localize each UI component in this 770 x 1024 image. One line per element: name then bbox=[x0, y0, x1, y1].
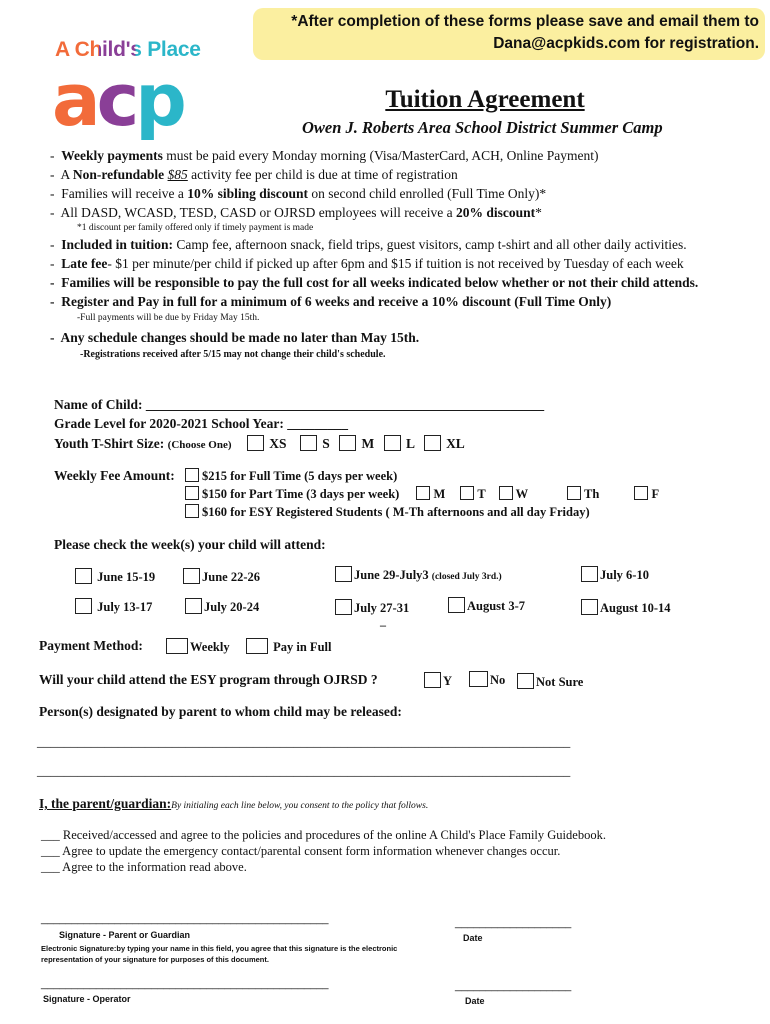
electronic-signature-note: Electronic Signature:by typing your name in this field, you agree that this signature is the electronic representation of your signature for purposes of this document. bbox=[41, 944, 398, 964]
size-l-checkbox[interactable] bbox=[384, 435, 401, 451]
parent-consent-heading: I, the parent/guardian:By initialing each line below, you consent to the policy that follows. bbox=[39, 796, 429, 811]
operator-signature-label: Signature - Operator bbox=[43, 994, 131, 1004]
week-august-10-checkbox[interactable] bbox=[581, 599, 598, 615]
fee-part-time[interactable]: $150 for Part Time (3 days per week) M T W Th F bbox=[185, 486, 659, 502]
logo-text: A Child's Place bbox=[55, 38, 201, 61]
size-xs-checkbox[interactable] bbox=[247, 435, 264, 451]
week-july-13-checkbox[interactable] bbox=[75, 598, 92, 614]
size-s[interactable]: S bbox=[300, 436, 330, 451]
tshirt-label: Youth T-Shirt Size: bbox=[54, 436, 165, 451]
logo-p: p bbox=[135, 58, 183, 142]
date-label-2: Date bbox=[465, 996, 485, 1006]
week-july-20[interactable]: July 20-24 bbox=[185, 598, 259, 615]
bullet-schedule-changes: - Any schedule changes should be made no later than May 15th. bbox=[50, 330, 420, 345]
release-persons-label: Person(s) designated by parent to whom child may be released: bbox=[39, 704, 402, 719]
esy-not-sure-checkbox[interactable] bbox=[517, 673, 534, 689]
week-june-29-checkbox[interactable] bbox=[335, 566, 352, 582]
page-title: Tuition Agreement bbox=[385, 86, 585, 113]
week-july-27-mark: _ bbox=[380, 614, 386, 628]
release-line-1[interactable]: _______________________________________________________________________________ bbox=[37, 734, 571, 749]
payment-method-label: Payment Method: bbox=[39, 638, 143, 653]
payment-full-checkbox[interactable] bbox=[246, 638, 268, 654]
agree-information[interactable]: ___ Agree to the information read above. bbox=[41, 860, 247, 874]
bullet-employee-discount: - All DASD, WCASD, TESD, CASD or OJRSD employees will receive a 20% discount* bbox=[50, 205, 542, 220]
page-subtitle: Owen J. Roberts Area School District Summer Camp bbox=[302, 118, 663, 137]
bullet-sibling-discount: - Families will receive a 10% sibling discount on second child enrolled (Full Time Only)* bbox=[50, 186, 547, 201]
esy-yes[interactable]: Y bbox=[424, 672, 452, 689]
week-august-3-checkbox[interactable] bbox=[448, 597, 465, 613]
week-june-22-checkbox[interactable] bbox=[183, 568, 200, 584]
bullet-full-cost: - Families will be responsible to pay the full cost for all weeks indicated below whether or not their child attends. bbox=[50, 275, 699, 290]
note-discount: *1 discount per family offered only if timely payment is made bbox=[77, 223, 314, 233]
bullet-included: - Included in tuition: Camp fee, afternoon snack, field trips, guest visitors, camp t-shirt and all other daily activities. bbox=[50, 237, 687, 252]
esy-not-sure[interactable]: Not Sure bbox=[517, 673, 583, 690]
bullet-register-discount: - Register and Pay in full for a minimum of 6 weeks and receive a 10% discount (Full Time Only) bbox=[50, 294, 612, 309]
date-line-1[interactable]: ___________________ bbox=[455, 917, 572, 929]
week-june-29[interactable]: June 29-July3 (closed July 3rd.) bbox=[335, 566, 502, 583]
note-full-payments: -Full payments will be due by Friday May 15th. bbox=[77, 313, 260, 323]
esy-question: Will your child attend the ESY program through OJRSD ? bbox=[39, 672, 378, 687]
tshirt-choose: (Choose One) bbox=[167, 439, 232, 451]
week-july-6[interactable]: July 6-10 bbox=[581, 566, 649, 583]
bullet-weekly-payments: - Weekly payments must be paid every Monday morning (Visa/MasterCard, ACH, Online Payment) bbox=[50, 148, 599, 163]
week-august-10[interactable]: August 10-14 bbox=[581, 599, 671, 616]
grade-level-field[interactable]: Grade Level for 2020-2021 School Year: _________ bbox=[54, 416, 348, 431]
tshirt-size-row bbox=[54, 435, 465, 452]
esy-yes-checkbox[interactable] bbox=[424, 672, 441, 688]
email-instruction-banner bbox=[253, 8, 765, 60]
size-s-checkbox[interactable] bbox=[300, 435, 317, 451]
esy-no[interactable]: No bbox=[469, 671, 505, 688]
payment-full[interactable]: Pay in Full bbox=[246, 638, 331, 655]
week-july-27-checkbox[interactable] bbox=[335, 599, 352, 615]
release-line-2[interactable]: _______________________________________________________________________________ bbox=[37, 763, 571, 778]
fee-esy-checkbox[interactable] bbox=[185, 504, 199, 518]
week-july-13[interactable]: July 13-17 bbox=[75, 598, 152, 615]
date-label-1: Date bbox=[463, 933, 483, 943]
size-m-checkbox[interactable] bbox=[339, 435, 356, 451]
week-june-15-checkbox[interactable] bbox=[75, 568, 92, 584]
bullet-late-fee: - Late fee- $1 per minute/per child if picked up after 6pm and $15 if tuition is not received by Tuesday of each week bbox=[50, 256, 684, 271]
agree-guidebook[interactable]: ___ Received/accessed and agree to the policies and procedures of the online A Child's Place Family Guidebook. bbox=[41, 828, 606, 842]
child-name-field[interactable]: Name of Child: ___________________________________________________________ bbox=[54, 397, 545, 412]
esy-no-checkbox[interactable] bbox=[469, 671, 488, 687]
fee-esy[interactable]: $160 for ESY Registered Students ( M-Th afternoons and all day Friday) bbox=[185, 504, 590, 520]
banner-line-2: Dana@acpkids.com for registration. bbox=[493, 35, 759, 52]
weeks-label: Please check the week(s) your child will attend: bbox=[54, 537, 326, 552]
date-line-2[interactable]: ___________________ bbox=[455, 980, 572, 992]
week-june-15[interactable]: June 15-19 bbox=[75, 568, 155, 585]
logo-a: a bbox=[52, 58, 97, 142]
agree-emergency-contact[interactable]: ___ Agree to update the emergency contact/parental consent form information whenever changes occur. bbox=[41, 844, 561, 858]
week-august-3[interactable]: August 3-7 bbox=[448, 597, 525, 614]
fee-full-time[interactable]: $215 for Full Time (5 days per week) bbox=[185, 468, 397, 484]
fee-part-time-checkbox[interactable] bbox=[185, 486, 199, 500]
size-m[interactable]: M bbox=[339, 436, 374, 451]
note-registrations: -Registrations received after 5/15 may not change their child's schedule. bbox=[80, 349, 386, 360]
payment-weekly[interactable]: Weekly bbox=[166, 638, 230, 655]
logo-c: c bbox=[96, 58, 136, 142]
bullet-activity-fee: - A Non-refundable $85 activity fee per child is due at time of registration bbox=[50, 167, 458, 182]
week-july-20-checkbox[interactable] bbox=[185, 598, 202, 614]
operator-signature-line[interactable]: _______________________________________________ bbox=[41, 978, 329, 990]
day-t-checkbox[interactable] bbox=[460, 486, 474, 500]
banner-line-1: *After completion of these forms please save and email them to bbox=[291, 13, 759, 30]
parent-signature-line[interactable]: _______________________________________________ bbox=[41, 913, 329, 925]
size-xl[interactable]: XL bbox=[424, 436, 465, 451]
size-l[interactable]: L bbox=[384, 436, 415, 451]
week-july-6-checkbox[interactable] bbox=[581, 566, 598, 582]
parent-signature-label: Signature - Parent or Guardian bbox=[59, 930, 191, 940]
weekly-fee-label: Weekly Fee Amount: bbox=[54, 468, 175, 483]
day-th-checkbox[interactable] bbox=[567, 486, 581, 500]
size-xl-checkbox[interactable] bbox=[424, 435, 441, 451]
day-f-checkbox[interactable] bbox=[634, 486, 648, 500]
day-w-checkbox[interactable] bbox=[499, 486, 513, 500]
week-july-27[interactable]: July 27-31 bbox=[335, 599, 409, 616]
size-xs[interactable]: XS bbox=[247, 436, 287, 451]
fee-full-time-checkbox[interactable] bbox=[185, 468, 199, 482]
payment-weekly-checkbox[interactable] bbox=[166, 638, 188, 654]
day-m-checkbox[interactable] bbox=[416, 486, 430, 500]
week-june-22[interactable]: June 22-26 bbox=[183, 568, 260, 585]
